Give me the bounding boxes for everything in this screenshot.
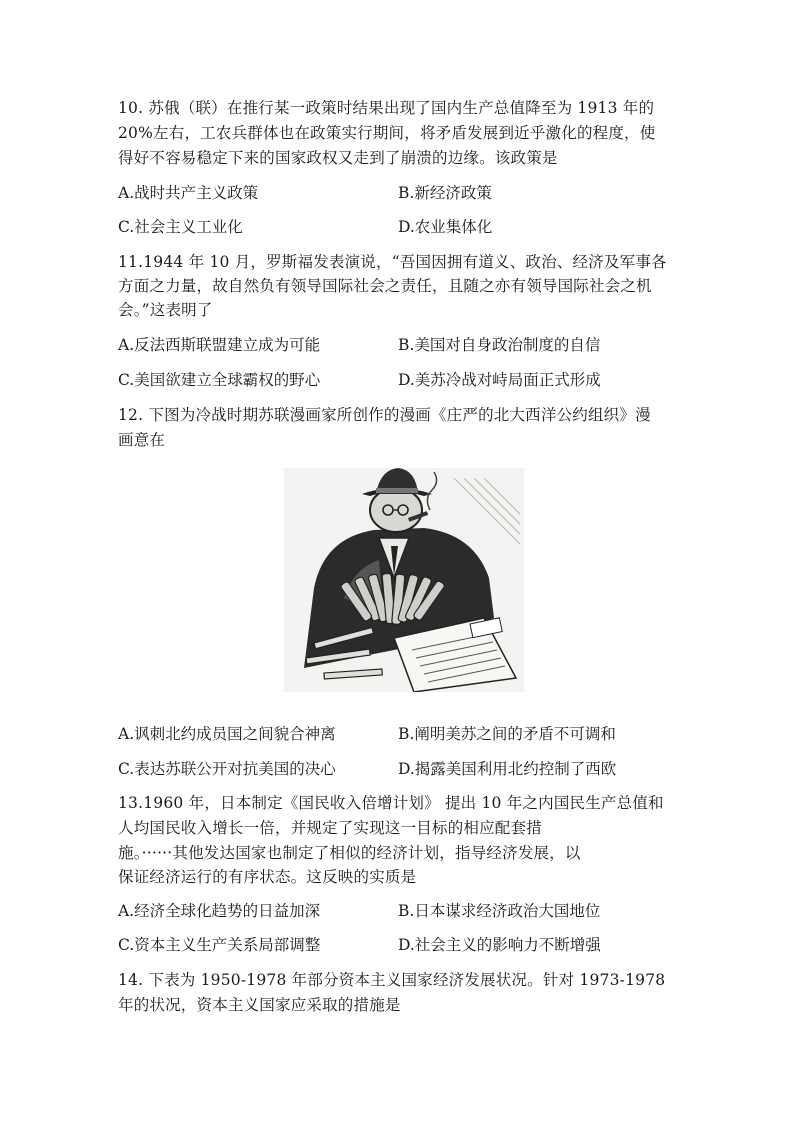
nato-cartoon-image (284, 468, 524, 692)
q12-option-c[interactable]: C.表达苏联公开对抗美国的决心 (118, 760, 336, 778)
q10-option-c[interactable]: C.社会主义工业化 (118, 218, 243, 236)
q13-option-a[interactable]: A.经济全球化趋势的日益加深 (118, 902, 321, 920)
q13-option-c[interactable]: C.资本主义生产关系局部调整 (118, 936, 321, 954)
q14-stem-line-1: 14. 下表为 1950-1978 年部分资本主义国家经济发展状况。针对 1973-1978 (118, 971, 666, 989)
q11-option-a[interactable]: A.反法西斯联盟建立成为可能 (118, 336, 321, 354)
q12-option-b[interactable]: B.阐明美苏之间的矛盾不可调和 (398, 725, 616, 743)
q13-stem-line-3: 施。······其他发达国家也制定了相似的经济计划，指导经济发展，以 (118, 844, 581, 862)
q10-option-d[interactable]: D.农业集体化 (398, 218, 493, 236)
q11-option-b[interactable]: B.美国对自身政治制度的自信 (398, 336, 601, 354)
q12-option-a[interactable]: A.讽刺北约成员国之间貌合神离 (118, 725, 336, 743)
q13-option-d[interactable]: D.社会主义的影响力不断增强 (398, 936, 601, 954)
q10-stem-line-1: 10. 苏俄（联）在推行某一政策时结果出现了国内生产总值降至为 1913 年的 (118, 99, 655, 117)
q12-stem-line-1: 12. 下图为冷战时期苏联漫画家所创作的漫画《庄严的北大西洋公约组织》漫 (118, 406, 651, 424)
q11-option-c[interactable]: C.美国欲建立全球霸权的野心 (118, 371, 321, 389)
q10-option-a[interactable]: A.战时共产主义政策 (118, 184, 259, 202)
q11-stem-line-1: 11.1944 年 10 月，罗斯福发表演说，“吾国因拥有道义、政治、经济及军事各 (118, 253, 667, 271)
q13-option-b[interactable]: B.日本谋求经济政治大国地位 (398, 902, 601, 920)
q14-stem-line-2: 年的状况，资本主义国家应采取的措施是 (118, 996, 401, 1014)
q13-stem-line-1: 13.1960 年，日本制定《国民收入倍增计划》 提出 10 年之内国民生产总值和 (118, 794, 664, 812)
q13-stem-line-2: 人均国民收入增长一倍，并规定了实现这一目标的相应配套措 (118, 819, 542, 837)
q12-option-d[interactable]: D.揭露美国利用北约控制了西欧 (398, 760, 617, 778)
q11-option-d[interactable]: D.美苏冷战对峙局面正式形成 (398, 371, 601, 389)
q10-stem-line-2: 20%左右，工农兵群体也在政策实行期间，将矛盾发展到近乎激化的程度，使 (118, 124, 656, 142)
q12-stem-line-2: 画意在 (118, 431, 166, 449)
q11-stem-line-3: 会。”这表明了 (118, 301, 213, 319)
q11-stem-line-2: 方面之力量，故自然负有领导国际社会之责任，且随之亦有领导国际社会之机 (118, 277, 652, 295)
q13-stem-line-4: 保证经济运行的有序状态。这反映的实质是 (118, 868, 417, 886)
q10-stem-line-3: 得好不容易稳定下来的国家政权又走到了崩溃的边缘。该政策是 (118, 149, 558, 167)
q10-option-b[interactable]: B.新经济政策 (398, 184, 492, 202)
